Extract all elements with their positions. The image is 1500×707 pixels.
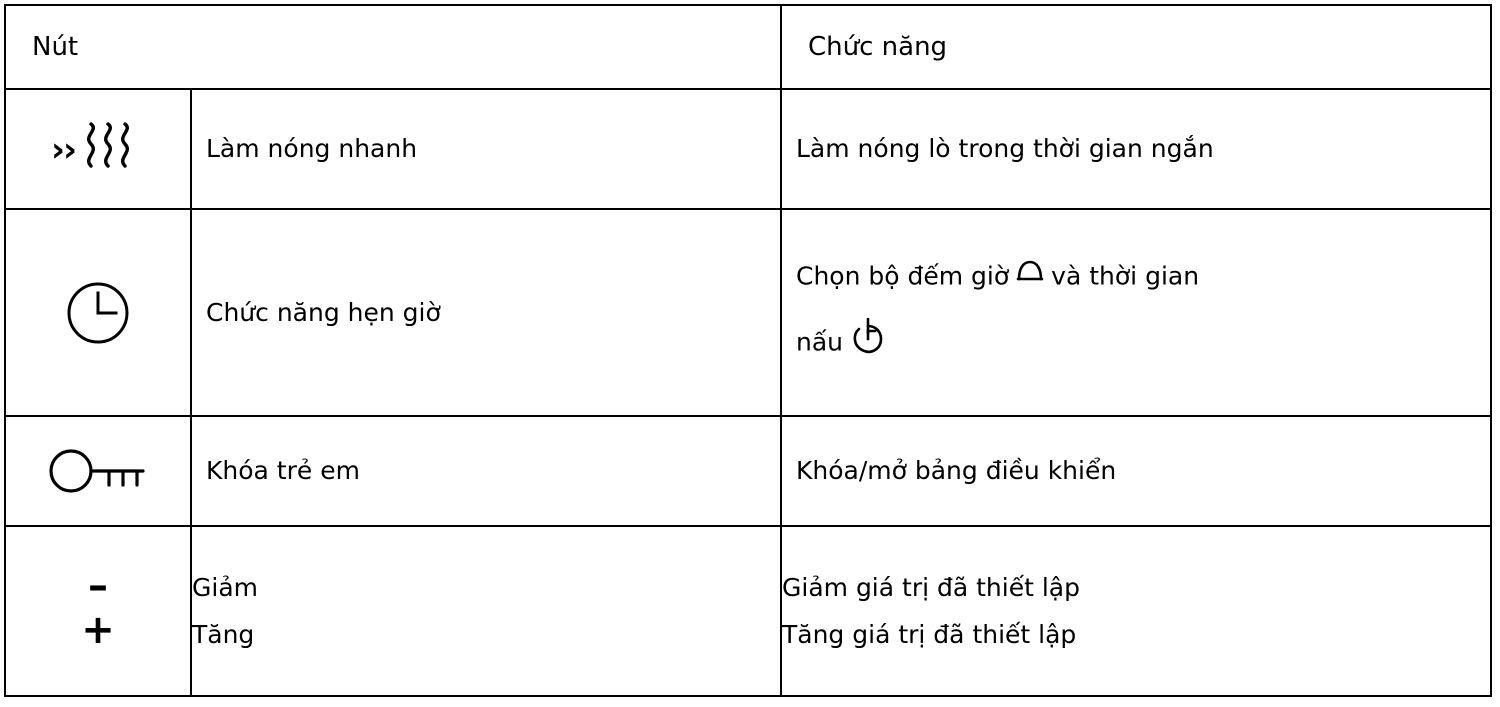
minus-plus-icon (6, 527, 190, 695)
timer-desc-text-2: và thời gian (1051, 261, 1200, 291)
desc-cell-fast-heat (781, 89, 1491, 209)
timer-description-line1 (796, 256, 1476, 299)
function-description (782, 246, 1490, 380)
child-lock-key-icon (6, 443, 190, 499)
button-function-table (4, 4, 1492, 697)
name-cell-fast-heat (191, 89, 781, 209)
double-chevron-icon: ›› (50, 130, 76, 170)
button-name-label-increase: Tăng (192, 620, 255, 649)
name-cell-minus-plus (191, 526, 781, 696)
key-icon-svg (43, 443, 153, 499)
button-name-label-decrease: Giảm (192, 573, 258, 602)
button-name-label: Khóa trẻ em (206, 456, 360, 486)
cooking-timer-icon-svg (847, 315, 895, 359)
header-cell-function (781, 5, 1491, 89)
button-name-label: Chức năng hẹn giờ (206, 297, 441, 327)
plus-icon: + (81, 607, 115, 653)
function-description-list (782, 527, 1490, 695)
table-header-row (5, 5, 1491, 89)
header-label-function: Chức năng (808, 32, 948, 62)
name-cell-timer (191, 209, 781, 416)
button-name-label: Làm nóng nhanh (206, 134, 418, 164)
name-cell-child-lock (191, 416, 781, 526)
table-row (5, 526, 1491, 696)
timer-desc-text-3: nấu (796, 326, 844, 356)
function-description-increase: Tăng giá trị đã thiết lập (782, 620, 1077, 649)
bell-icon (1013, 254, 1047, 297)
icon-cell-fast-heat (5, 89, 191, 209)
minus-icon: – (88, 563, 108, 609)
button-name-list (192, 527, 780, 695)
clock-icon-svg (62, 277, 134, 349)
heat-waves-icon (81, 120, 145, 179)
timer-description-line2 (796, 317, 1476, 370)
header-cell-button (5, 5, 781, 89)
cooking-timer-icon (847, 315, 895, 368)
desc-cell-timer (781, 209, 1491, 416)
fast-heat-icon (6, 120, 190, 179)
icon-cell-child-lock (5, 416, 191, 526)
desc-cell-child-lock (781, 416, 1491, 526)
desc-cell-minus-plus (781, 526, 1491, 696)
table-row (5, 89, 1491, 209)
function-description: Khóa/mở bảng điều khiển (796, 456, 1117, 486)
clock-icon (6, 277, 190, 349)
heat-waves-svg (81, 120, 145, 172)
table-row (5, 209, 1491, 416)
function-description: Làm nóng lò trong thời gian ngắn (796, 134, 1214, 164)
table-row (5, 416, 1491, 526)
header-label-button: Nút (32, 32, 79, 62)
function-description-decrease: Giảm giá trị đã thiết lập (782, 573, 1080, 602)
icon-cell-minus-plus (5, 526, 191, 696)
icon-cell-timer (5, 209, 191, 416)
bell-icon-svg (1013, 254, 1047, 288)
timer-desc-text-1: Chọn bộ đếm giờ (796, 261, 1010, 291)
